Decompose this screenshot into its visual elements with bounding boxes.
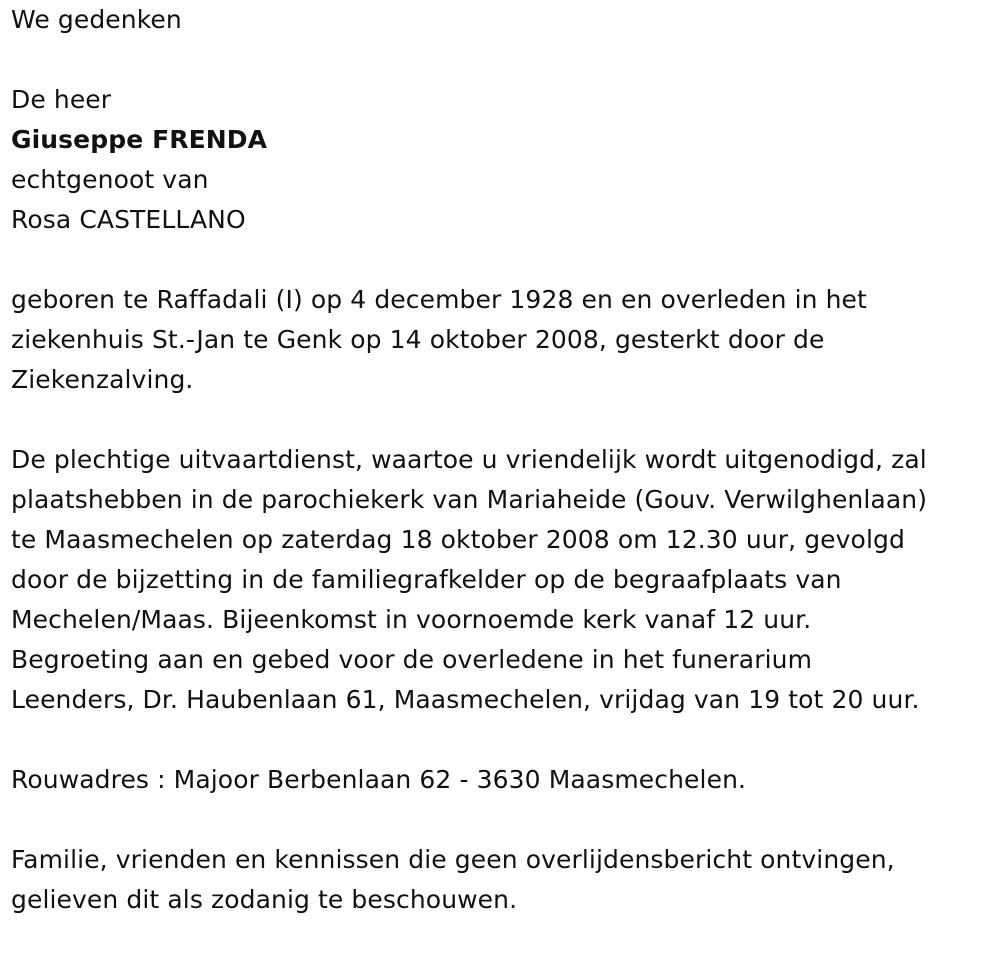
paragraph-line: Leenders, Dr. Haubenlaan 61, Maasmechelen, vrijdag van 19 tot 20 uur. — [11, 685, 920, 714]
service-paragraph — [11, 440, 991, 720]
paragraph-line: Ziekenzalving. — [11, 365, 194, 394]
paragraph-line: Begroeting aan en gebed voor de overledene in het funerarium — [11, 645, 813, 674]
paragraph-line: door de bijzetting in de familiegrafkelder op de begraafplaats van — [11, 565, 842, 594]
paragraph-line: geboren te Raffadali (I) op 4 december 1928 en en overleden in het — [11, 285, 867, 314]
paragraph-line: Mechelen/Maas. Bijeenkomst in voornoemde kerk vanaf 12 uur. — [11, 605, 812, 634]
paragraph-line: Familie, vrienden en kennissen die geen overlijdensbericht ontvingen, — [11, 845, 895, 874]
spacer — [11, 720, 991, 760]
spacer — [11, 40, 991, 80]
deceased-name: Giuseppe FRENDA — [11, 125, 268, 154]
spouse-name: Rosa CASTELLANO — [11, 205, 246, 234]
spacer — [11, 400, 991, 440]
paragraph-line: gelieven dit als zodanig te beschouwen. — [11, 885, 518, 914]
spacer — [11, 800, 991, 840]
paragraph-line: De plechtige uitvaartdienst, waartoe u vriendelijk wordt uitgenodigd, zal — [11, 445, 927, 474]
death-notice — [11, 0, 991, 920]
spacer — [11, 240, 991, 280]
relation-text: echtgenoot van — [11, 165, 209, 194]
paragraph-line: plaatshebben in de parochiekerk van Mariaheide (Gouv. Verwilghenlaan) — [11, 485, 928, 514]
mourning-address: Rouwadres : Majoor Berbenlaan 62 - 3630 Maasmechelen. — [11, 765, 747, 794]
intro-text: We gedenken — [11, 5, 182, 34]
paragraph-line: ziekenhuis St.-Jan te Genk op 14 oktober 2008, gesterkt door de — [11, 325, 825, 354]
paragraph-line: te Maasmechelen op zaterdag 18 oktober 2008 om 12.30 uur, gevolgd — [11, 525, 905, 554]
salutation: De heer — [11, 85, 112, 114]
birth-death-paragraph — [11, 280, 991, 400]
closing-paragraph — [11, 840, 991, 920]
